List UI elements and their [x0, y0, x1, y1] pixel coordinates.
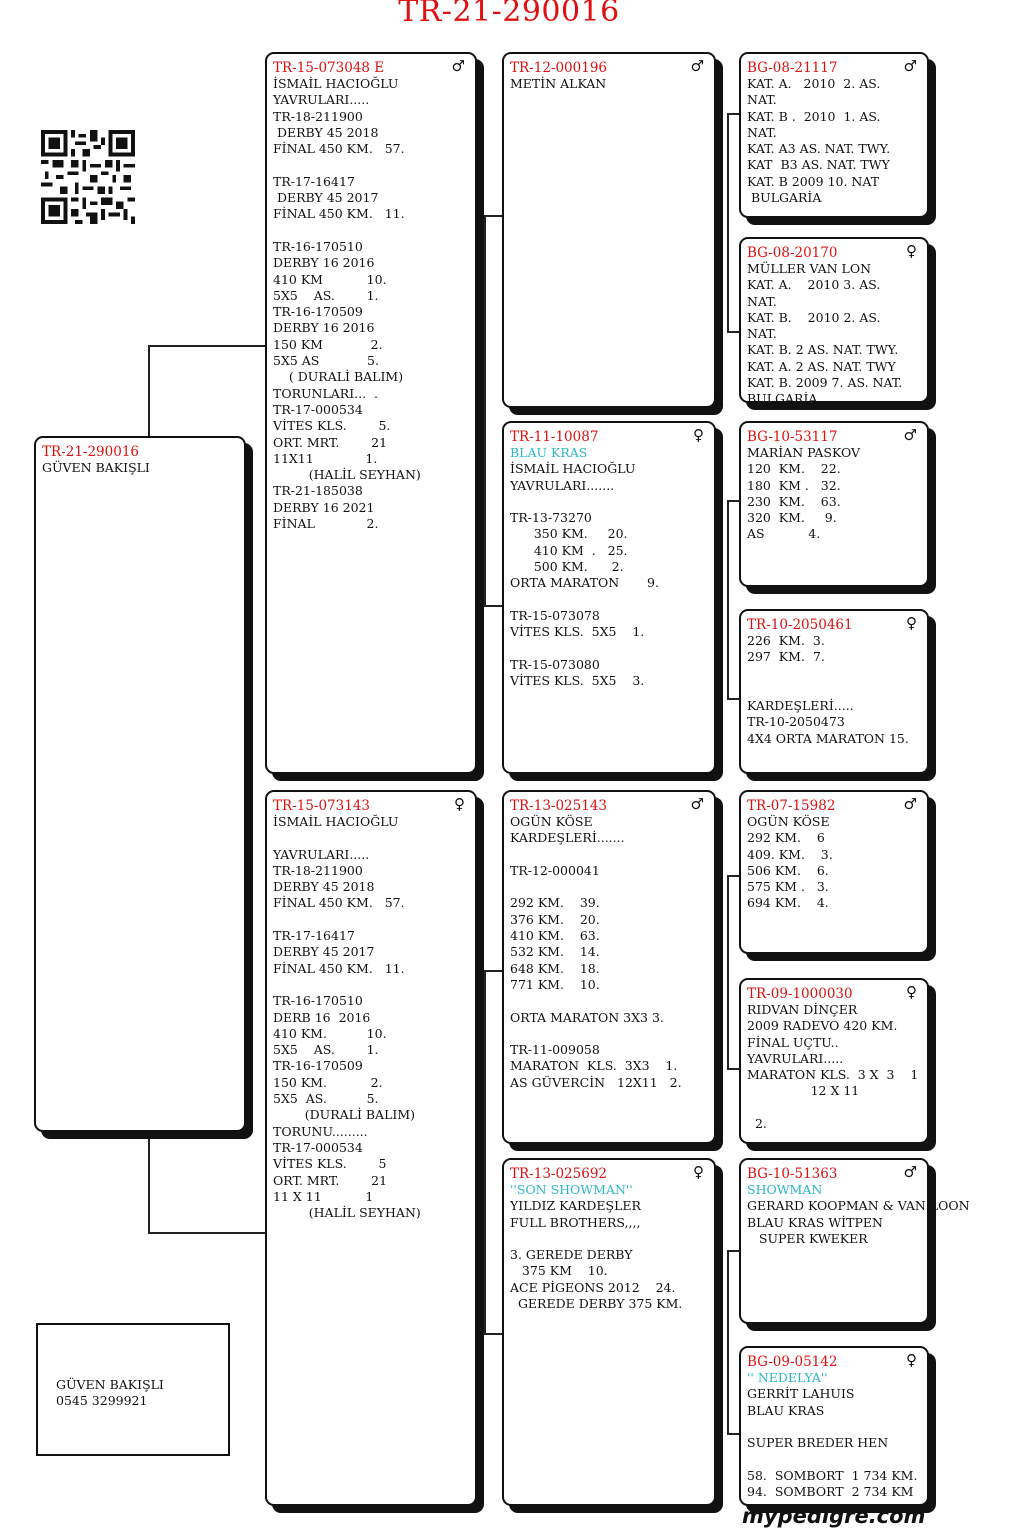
sire-card[interactable]	[265, 52, 477, 774]
card-notes: MÜLLER VAN LON KAT. A. 2010 3. AS. NAT. KAT. B. 2010 2. AS. NAT. KAT. B. 2 AS. NAT. TWY. KAT. A. 2 AS. NAT. TWY KAT. B. 2009 7. AS. NAT. BULGARİA	[747, 261, 903, 407]
ring-number: TR-13-025143	[510, 798, 608, 814]
card-notes: 226 KM. 3. 297 KM. 7. KARDEŞLERİ..... TR-10-2050473 4X4 ORTA MARATON 15.	[747, 633, 909, 746]
connector-line	[148, 345, 150, 437]
ddd-card[interactable]	[739, 1346, 929, 1506]
card-notes: İSMAİL HACIOĞLU YAVRULARI..... TR-18-211900 DERBY 45 2018 FİNAL 450 KM. 57. TR-17-16417 DERBY 45 2017 FİNAL 450 KM. 11. TR-16-170510 DERB 16 2016 410 KM. 10. 5X5 AS. 1. TR-16-170509 150 KM. 2. 5X5 AS. 5. (DURALİ BALIM) TORUNU......... TR-17-000534 VİTES KLS. 5 ORT. MRT. 21 11 X 11 1 (HALİL SEYHAN)	[273, 814, 421, 1221]
sire-dam-card[interactable]	[502, 421, 716, 774]
connector-line	[727, 875, 729, 1070]
card-text: GERRİT LAHUIS BLAU KRAS SUPER BREDER HEN 58. SOMBORT 1 734 KM. 94. SOMBORT 2 734 KM	[747, 1386, 918, 1500]
dds-card[interactable]	[739, 1158, 970, 1324]
pigeon-name: BLAU KRAS	[510, 445, 588, 460]
connector-line	[727, 1250, 729, 1435]
ring-number: TR-12-000196	[510, 60, 608, 76]
contact-info	[56, 1377, 164, 1409]
qr-code-icon	[41, 125, 135, 229]
subject-card[interactable]	[34, 436, 246, 1132]
male-icon: ♂	[690, 57, 704, 75]
pigeon-name: '' NEDELYA''	[747, 1370, 828, 1385]
dam-dam-card[interactable]	[502, 1158, 716, 1506]
connector-line	[727, 1433, 739, 1435]
male-icon: ♂	[903, 426, 917, 444]
ring-number: TR-15-073143	[273, 798, 371, 814]
connector-line	[727, 698, 739, 700]
male-icon: ♂	[690, 795, 704, 813]
card-notes: OGÜN KÖSE 292 KM. 6 409. KM. 3. 506 KM. 6. 575 KM . 3. 694 KM. 4.	[747, 814, 833, 911]
female-icon: ♀	[906, 242, 917, 260]
card-notes	[510, 445, 710, 689]
sss-card[interactable]	[739, 52, 929, 218]
male-icon: ♂	[903, 795, 917, 813]
connector-line	[727, 331, 739, 333]
sire-sire-card[interactable]	[502, 52, 716, 408]
ring-number: TR-09-1000030	[747, 986, 853, 1002]
card-notes: İSMAİL HACIOĞLU YAVRULARI..... TR-18-211900 DERBY 45 2018 FİNAL 450 KM. 57. TR-17-16417 DERBY 45 2017 FİNAL 450 KM. 11. TR-16-170510 DERBY 16 2016 410 KM 10. 5X5 AS. 1. TR-16-170509 DERBY 16 2016 150 KM 2. 5X5 AS 5. ( DURALİ BALIM) TORUNLARI... . TR-17-000534 VİTES KLS. 5. ORT. MRT. 21 11X11 1. (HALİL SEYHAN) TR-21-185038 DERBY 16 2021 FİNAL 2.	[273, 76, 421, 532]
card-text: YILDIZ KARDEŞLER FULL BROTHERS,,,, 3. GEREDE DERBY 375 KM 10. ACE PİGEONS 2012 24. GEREDE DERBY 375 KM.	[510, 1198, 683, 1312]
connector-line	[484, 215, 502, 217]
connector-line	[484, 970, 502, 972]
connector-line	[727, 1068, 739, 1070]
connector-line	[484, 605, 502, 607]
pigeon-name: SHOWMAN	[747, 1182, 823, 1197]
card-notes: OGÜN KÖSE KARDEŞLERİ....... TR-12-000041 292 KM. 39. 376 KM. 20. 410 KM. 63. 532 KM. 14. 648 KM. 18. 771 KM. 10. ORTA MARATON 3X3 3. TR-11-009058 MARATON KLS. 3X3 1. AS GÜVERCİN 12X11 2.	[510, 814, 682, 1090]
connector-line	[727, 500, 729, 700]
ring-number: TR-07-15982	[747, 798, 836, 814]
connector-line	[148, 345, 266, 347]
card-notes: MARİAN PASKOV 120 KM. 22. 180 KM . 32. 230 KM. 63. 320 KM. 9. AS 4.	[747, 445, 861, 542]
connector-line	[727, 500, 739, 502]
card-notes: RIDVAN DİNÇER 2009 RADEVO 420 KM. FİNAL UÇTU.. YAVRULARI..... MARATON KLS. 3 X 3 1 12 X 11 2.	[747, 1002, 919, 1132]
connector-line	[727, 875, 739, 877]
connector-line	[484, 1333, 502, 1335]
ring-number: BG-08-20170	[747, 245, 838, 261]
male-icon: ♂	[451, 57, 465, 75]
connector-line	[727, 113, 739, 115]
owner-name: GÜVEN BAKIŞLI	[42, 460, 150, 475]
ring-number: TR-21-290016	[42, 444, 140, 460]
ring-number: TR-15-073048 E	[273, 60, 385, 76]
connector-line	[148, 1132, 150, 1234]
brand-watermark[interactable]: mypedigre.com	[742, 1504, 926, 1528]
pigeon-name: ''SON SHOWMAN''	[510, 1182, 633, 1197]
dss-card[interactable]	[739, 790, 929, 954]
dam-card[interactable]	[265, 790, 477, 1506]
connector-line	[727, 1250, 739, 1252]
male-icon: ♂	[903, 1163, 917, 1181]
ring-number: TR-10-2050461	[747, 617, 853, 633]
contact-name: GÜVEN BAKIŞLI	[56, 1377, 164, 1392]
page-title: TR-21-290016	[398, 0, 620, 29]
female-icon: ♀	[906, 614, 917, 632]
ssd-card[interactable]	[739, 237, 929, 407]
sds-card[interactable]	[739, 421, 929, 587]
contact-box	[36, 1323, 230, 1456]
connector-line	[148, 1232, 266, 1234]
dsd-card[interactable]	[739, 978, 929, 1144]
ring-number: BG-10-53117	[747, 429, 838, 445]
card-notes: KAT. A. 2010 2. AS. NAT. KAT. B . 2010 1. AS. NAT. KAT. A3 AS. NAT. TWY. KAT B3 AS. NAT. TWY KAT. B 2009 10. NAT BULGARİA	[747, 76, 891, 206]
contact-phone: 0545 3299921	[56, 1393, 148, 1408]
connector-line	[484, 215, 486, 607]
ring-number: TR-11-10087	[510, 429, 599, 445]
female-icon: ♀	[693, 1163, 704, 1181]
ring-number: BG-10-51363	[747, 1166, 838, 1182]
card-text: İSMAİL HACIOĞLU YAVRULARI....... TR-13-73270 350 KM. 20. 410 KM . 25. 500 KM. 2. ORTA MARATON 9. TR-15-073078 VİTES KLS. 5X5 1. TR-15-073080 VİTES KLS. 5X5 3.	[510, 461, 659, 689]
connector-line	[727, 113, 729, 333]
female-icon: ♀	[693, 426, 704, 444]
sdd-card[interactable]	[739, 609, 929, 774]
card-notes	[747, 1182, 970, 1247]
connector-line	[484, 970, 486, 1335]
card-notes	[510, 1182, 710, 1312]
female-icon: ♀	[906, 1351, 917, 1369]
female-icon: ♀	[906, 983, 917, 1001]
female-icon: ♀	[454, 795, 465, 813]
ring-number: BG-08-21117	[747, 60, 838, 76]
card-notes	[747, 1370, 923, 1500]
ring-number: BG-09-05142	[747, 1354, 838, 1370]
ring-number: TR-13-025692	[510, 1166, 608, 1182]
dam-sire-card[interactable]	[502, 790, 716, 1144]
male-icon: ♂	[903, 57, 917, 75]
card-text: GERARD KOOPMAN & VAN LOON BLAU KRAS WİTPEN SUPER KWEKER	[747, 1198, 970, 1246]
card-notes: METİN ALKAN	[510, 76, 607, 91]
